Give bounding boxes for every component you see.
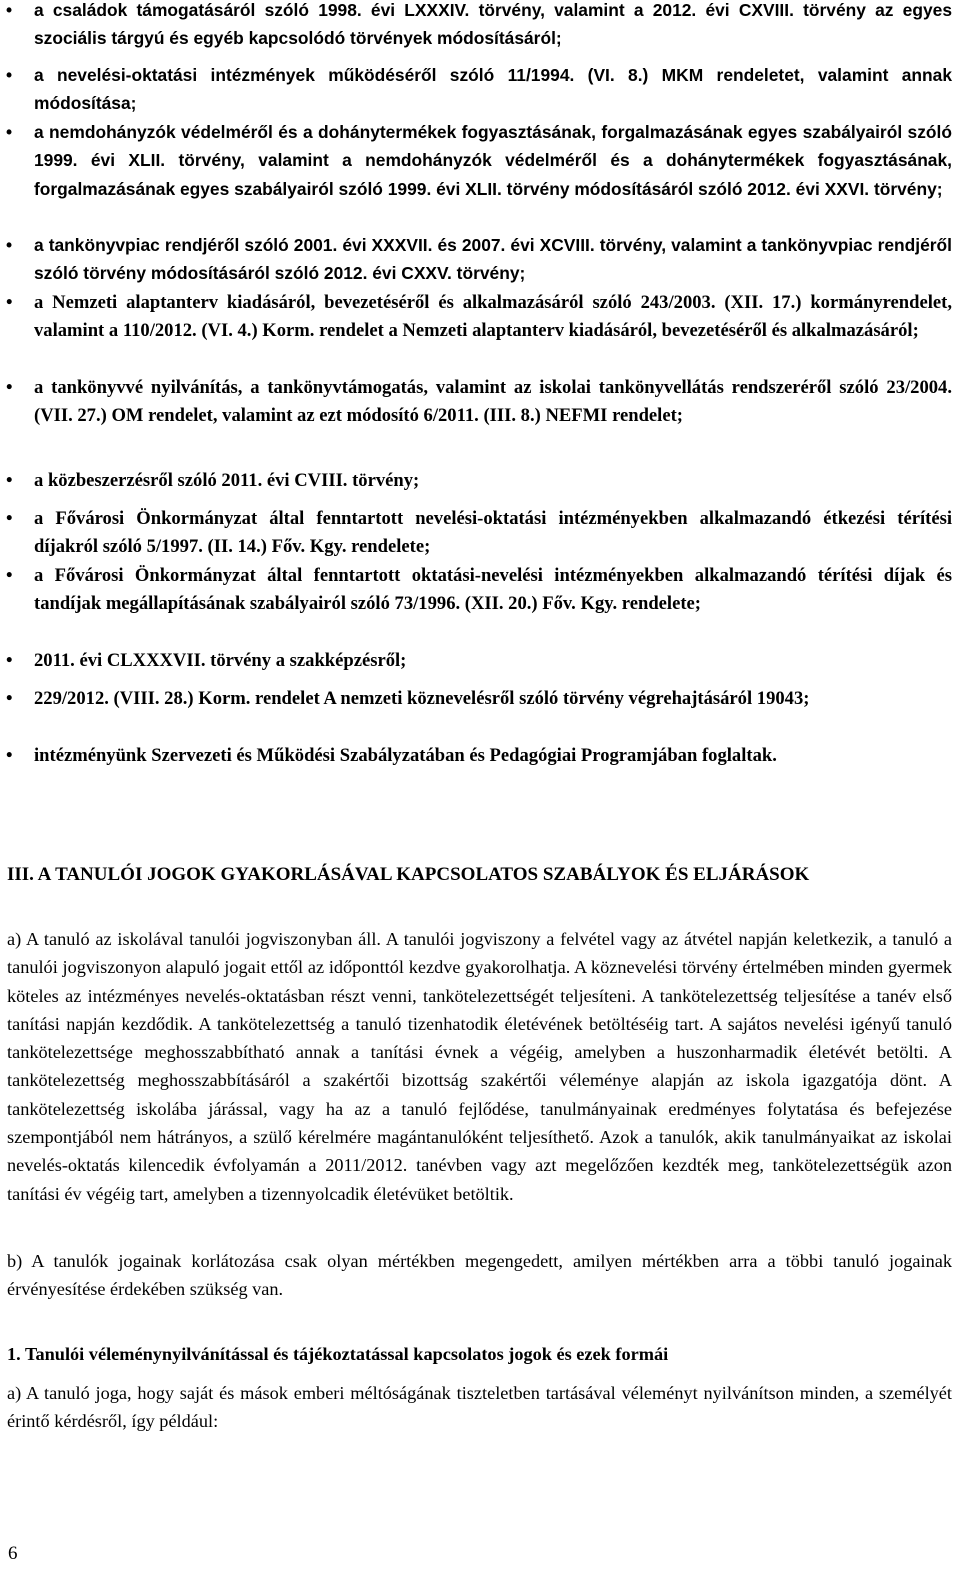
subsection-paragraph-a: a) A tanuló joga, hogy saját és mások emberi méltóságának tiszteletben tartásával véleményt nyilvánítson minden, a személyét érintő kérdésről, így például: xyxy=(7,1383,952,1432)
list-item: • a családok támogatásáról szóló 1998. évi LXXXIV. törvény, valamint a 2012. évi CXVIII. törvény az egyes szociális tárgyú és egyéb kapcsolódó törvények módosításáról; xyxy=(34,0,952,53)
list-item: • a nevelési-oktatási intézmények működéséről szóló 11/1994. (VI. 8.) MKM rendeletet, valamint annak módosítása; xyxy=(34,61,952,118)
list-item: • a tankönyvpiac rendjéről szóló 2001. évi XXXVII. és 2007. évi XCVIII. törvény, valamint a tankönyvpiac rendjéről szóló törvény módosításáról szóló 2012. évi CXXV. törvény; xyxy=(34,231,952,288)
section-title-initial: A xyxy=(37,864,51,885)
list-item: • intézményünk Szervezeti és Működési Szabályzatában és Pedagógiai Programjában foglaltak. xyxy=(34,742,952,770)
list-item: • a tankönyvvé nyilvánítás, a tankönyvtámogatás, valamint az iskolai tankönyvellátás rendszeréről szóló 23/2004. (VII. 27.) OM rendelet, valamint az ezt módosító 6/2011. (III. 8.) NEFMI rendelet; xyxy=(34,374,952,431)
paragraph-a: a) A tanuló az iskolával tanulói jogviszonyban áll. A tanulói jogviszony a felvétel vagy az átvétel napján keletkezik, a tanuló a tanulói jogviszonyon alapuló jogait ettől az időponttól kezdve gyakorolhatja. A köznevelési törvény értelmében minden gyermek köteles az intézményes nevelés-oktatásban részt venni, tankötelezettségét teljesíteni. A tankötelezettség teljesítése a tanév első tanítási napján kezdődik. A tankötelezettség a tanuló tizenhatodik életévének betöltéséig tart. A sajátos nevelési igényű tanuló tankötelezettsége meghosszabbítható annak a tanítási évnek a végéig, amelyben a huszonharmadik életévét betölti. A tankötelezettség meghosszabbításáról a szakértői bizottság szakértői véleménye alapján az iskola igazgatója dönt. A tankötelezettség iskolába járással, vagy ha az a tanuló fejlődése, tanulmányainak eredményes folytatása és befejezése szempontjából nem hátrányos, a szülő kérelmére magántanulóként teljesíthető. Azok a tanulók, akik tanulmányaikat az iskolai nevelés-oktatás kilencedik évfolyamán a 2011/2012. tanévben vagy azt megelőzően kezdték meg, tankötelezettségük azon tanítási év végéig tart, amelyben a tizennyolcadik életévüket betöltik. xyxy=(7,929,952,1204)
list-item: • a Fővárosi Önkormányzat által fenntartott nevelési-oktatási intézményekben alkalmazandó étkezési térítési díjakról szóló 5/1997. (II. 14.) Főv. Kgy. rendelete; xyxy=(34,505,952,562)
section-heading xyxy=(7,861,952,889)
section-title: TANULÓI JOGOK GYAKORLÁSÁVAL KAPCSOLATOS SZABÁLYOK ÉS ELJÁRÁSOK xyxy=(55,864,810,885)
list-item: • a Nemzeti alaptanterv kiadásáról, bevezetéséről és alkalmazásáról szóló 243/2003. (XII. 17.) kormányrendelet, valamint a 110/2012. (VI. 4.) Korm. rendelet a Nemzeti alaptanterv kiadásáról, bevezetéséről és alkalmazásáról; xyxy=(34,289,952,346)
list-item: • a Fővárosi Önkormányzat által fenntartott oktatási-nevelési intézményekben alkalmazandó térítési díjak és tandíjak megállapításának szabályairól szóló 73/1996. (XII. 20.) Főv. Kgy. rendelete; xyxy=(34,562,952,619)
paragraph-b: b) A tanulók jogainak korlátozása csak olyan mértékben megengedett, amilyen mértékben arra a többi tanuló jogainak érvényesítése érdekében szükség van. xyxy=(7,1251,952,1300)
section-number: III. xyxy=(7,864,34,885)
subsection-heading: 1. Tanulói véleménynyilvánítással és tájékoztatással kapcsolatos jogok és ezek formái xyxy=(7,1344,669,1364)
list-item: • a nemdohányzók védelméről és a dohánytermékek fogyasztásának, forgalmazásának egyes szabályairól szóló 1999. évi XLII. törvény, valamint a nemdohányzók védelméről és a dohánytermékek fogyasztásának, forgalmazásának egyes szabályairól szóló 1999. évi XLII. törvény módosításáról szóló 2012. évi XXVI. törvény; xyxy=(34,118,952,203)
page-number: 6 xyxy=(8,1543,18,1564)
list-item: • 229/2012. (VIII. 28.) Korm. rendelet A nemzeti köznevelésről szóló törvény végrehajtásáról 19043; xyxy=(34,685,952,713)
list-item: • a közbeszerzésről szóló 2011. évi CVIII. törvény; xyxy=(34,467,952,495)
list-item: • 2011. évi CLXXXVII. törvény a szakképzésről; xyxy=(34,647,952,675)
